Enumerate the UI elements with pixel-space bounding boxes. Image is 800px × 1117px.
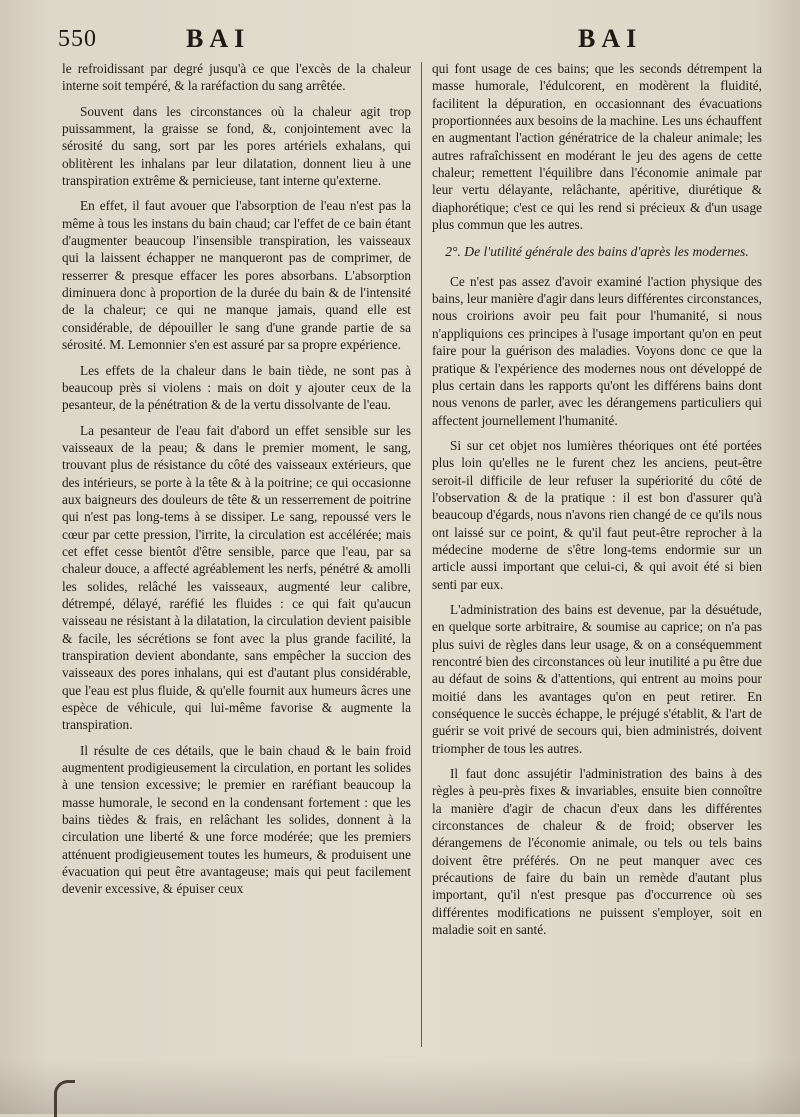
paragraph: L'administration des bains est devenue, par la désuétude, en quelque sorte arbitraire, & soumise au caprice; on n'a pas plus suivi de règles dans leur usage, & on a conséquemment rencontré bien des circonstances où leur inutilité a pu être due au défaut de soins & d'attentions, qui entrent au moins pour moitié dans les avantages qu'on en peut retirer. En conséquence le succès échappe, le préjugé s'établit, & l'art de guérir se voit privé de secours qui, bien administrés, doivent triompher de tous les autres. [432, 601, 762, 756]
paragraph: Il résulte de ces détails, que le bain chaud & le bain froid augmentent prodigieusement la circulation, en portant les solides à une tension excessive; le premier en raréfiant beaucoup la masse humorale, le second en la condensant fortement : que les bains tièdes & frais, en relâchant les solides, donnent à la circulation une liberté & une force modérée; que les premiers atténuent prodigieusement toutes les humeurs, & produisent une évacuation qui peut être avantageuse; mais qui peut facilement devenir excessive, & épuiser ceux [62, 742, 411, 897]
paragraph: La pesanteur de l'eau fait d'abord un effet sensible sur les vaisseaux de la peau; & dans le premier moment, le sang, trouvant plus de résistance du côté des vaisseaux extérieurs, que des intérieurs, se porte à la tête & à la poitrine; ce qui occasionne aux baigneurs des douleurs de tête & un resserrement de poitrine qui n'est pas long-tems à se dissiper. Le sang, repoussé vers le cœur par cette pression, l'irrite, la circulation est accélérée; mais cet effet cesse bientôt d'être sensible, parce que l'eau, par sa chaleur douce, a affecté agréablement les nerfs, pénétré & amolli les solides, relâché les vaisseaux, augmenté leur calibre, détrempé, délayé, raréfié les fluides : ce qui fait qu'aucun vaisseau ne résistant à la dilatation, la circulation devient paisible & facile, les sécrétions se font avec la plus grande facilité, la transpiration devient abondante, sans empêcher la succion des vaisseaux des pores inhalans, qui est d'autant plus considérable, que l'eau est plus fluide, & qu'elle fournit aux humeurs âcres une espèce de véhicule, qui lui-même favorise & augmente la transpiration. [62, 422, 411, 733]
paragraph: Il faut donc assujétir l'administration des bains à des règles à peu-près fixes & invariables, ensuite bien connoître la manière d'agir de chacun d'eux dans les différentes circonstances de chaleur & de froid; observer les dérangemens de l'économie animale, ou tels ou tels bains doivent être préférés. On ne peut manquer avec ces précautions de faire du bain un remède d'autant plus important, qu'il n'est presque pas d'occurrence où ses différentes modifications ne puissent s'employer, soit en maladie soit en santé. [432, 766, 762, 938]
page-number: 550 [58, 26, 97, 52]
left-column [62, 60, 411, 1060]
running-head-left: BAI [186, 24, 251, 53]
column-divider [421, 62, 422, 1047]
right-column [432, 60, 762, 1060]
paragraph: Souvent dans les circonstances où la chaleur agit trop puissamment, la graisse se fond, &, conjointement avec la sérosité du sang, sort par les pores artériels exhalans, qui oblitèrent les inhalans par leur dilatation, donnent lieu à une transpiration extrême & pernicieuse, tant interne qu'externe. [62, 103, 411, 189]
page-header [0, 18, 800, 58]
paragraph: Les effets de la chaleur dans le bain tiède, ne sont pas à beaucoup près si violens : mais on doit y ajouter ceux de la pesanteur, de la pénétration & de la vertu dissolvante de l'eau. [62, 362, 411, 413]
paragraph: le refroidissant par degré jusqu'à ce que l'excès de la chaleur interne soit tempéré, & la raréfaction du sang arrêtée. [62, 61, 411, 94]
paragraph: qui font usage de ces bains; que les seconds détrempent la masse humorale, l'édulcorent, en modèrent la fluidité, facilitent la dépuration, en occasionnant des évacuations proportionnées aux besoins de la machine. Les uns échauffent en augmentant l'action génératrice de la chaleur animale; les autres rafraîchissent en modérant le jeu des agens de cette chaleur; remettent l'équilibre dans l'économie animale par leur vertu délayante, relâchante, apéritive, diurétique & diaphorétique; c'est ce qui les rend si précieux & d'un usage plus commun que les autres. [432, 61, 762, 233]
paragraph: Ce n'est pas assez d'avoir examiné l'action physique des bains, leur manière d'agir dans leurs différentes circonstances, nous croirions avoir peu fait pour l'humanité, si nous n'appliquions ces principes à l'usage important qu'on en peut faire pour la guérison des maladies. Voyons donc ce que la pratique & l'expérience des modernes nous ont développé de plus certain dans les rapports qu'ont les différens bains dont nous venons de parler, avec les dérangemens particuliers qui affectent journellement l'humanité. [432, 273, 762, 428]
page-bottom-shadow [0, 1060, 800, 1114]
section-heading: 2°. De l'utilité générale des bains d'après les modernes. [445, 244, 749, 260]
paragraph: En effet, il faut avouer que l'absorption de l'eau n'est pas la même à tous les instans du bain chaud; car l'effet de ce bain étant d'augmenter beaucoup l'insensible transpiration, les vaisseaux qui la laissent échapper ne manqueront pas de comprimer, de resserrer & presque effacer les pores absorbans. L'absorption diminuera donc à proportion de la durée du bain & de l'intensité de la chaleur; ce qui ne manque jamais, quand elle est considérable, de dépouiller le sang d'une grande partie de sa sérosité. M. Lemonnier s'en est assuré par sa propre expérience. [62, 198, 411, 353]
binding-mark [54, 1080, 75, 1117]
running-head-right: BAI [578, 24, 643, 53]
paragraph: Si sur cet objet nos lumières théoriques ont été portées plus loin qu'elles ne le furent chez les anciens, peut-être seroit-il difficile de leur refuser la supériorité du côté de l'observation & de la pratique : il est bon d'assurer qu'à beaucoup d'égards, nous n'avons rien changé de ce qu'ils nous ont laissé sur ce point, & qu'il faut peut-être reprocher à la médecine moderne de s'être long-tems endormie sur un article aussi important que celui-ci, & qui avoit été si bien senti par eux. [432, 437, 762, 592]
